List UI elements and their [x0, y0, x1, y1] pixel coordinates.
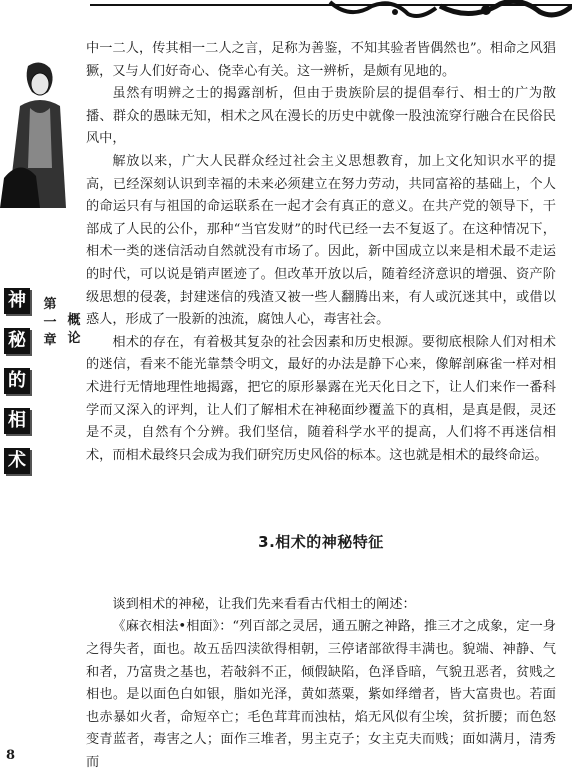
book-title-char: 秘	[4, 328, 30, 354]
chapter-title-char: 概	[67, 313, 81, 328]
dragon-ornament-icon	[0, 0, 572, 22]
chapter-title	[66, 312, 82, 348]
paragraph: 谈到相术的神秘，让我们先来看看古代相士的阐述：	[112, 596, 416, 612]
chapter-label	[42, 296, 58, 350]
paragraph: 解放以来，广大人民群众经过社会主义思想教育，加上文化知识水平的提高，已经深刻认识到幸福的未来必须建立在努力劳动，共同富裕的基础上，个人的命运只有与祖国的命运联系在一起才会有真正的意义。在共产党的领导下，干部成了人民的公仆，那种“当官发财”的时代已经一去不复返了。在这种情况下，相术一类的迷信活动自然就没有市场了。因此，新中国成立以来是相术最不走运的时代，可以说是销声匿迹了。但改革开放以后，随着经济意识的增强、资产阶级思想的侵袭，封建迷信的残渣又被一些人翻腾出来，有人或沉迷其中，或借以惑人，形成了一股新的浊流，腐蚀人心，毒害社会。	[86, 153, 556, 328]
header-decoration	[0, 0, 572, 22]
section-heading: 3.相术的神秘特征	[258, 533, 384, 552]
book-title-char: 神	[4, 288, 30, 314]
body-text	[86, 38, 556, 775]
book-title-char: 相	[4, 408, 30, 434]
paragraph: 中一二人，传其相一二人之言，足称为善鉴，不知其验者皆偶然也”。相命之风猖獗，又与人们好奇心、侥幸心有关。这一辨析，是颇有见地的。	[86, 41, 556, 79]
book-title-char: 的	[4, 368, 30, 394]
chapter-label-char: 第	[43, 297, 57, 312]
quote-paragraph: 《麻衣相法•相面》：“列百部之灵居，通五腑之神路，推三才之成象，定一身之得失者，面也。故五岳四渎欲得相朝，三停诸部欲得丰满也。貌端、神静、气和者，乃富贵之基也，若敧斜不正，倾假缺陷，色泽昏暗，气貌丑恶者，贫贱之相也。是以面色白如银，脂如光泽，黄如蒸粟，紫如绎缯者，皆大富贵也。若面也赤暴如火者，命短卒亡；毛色茸茸而浊枯，焰无风似有尘埃，贫折腰；而色怒变青蓝者，毒害之人；面作三堆者，男主克子；女主克夫而贱；面如满月，清秀而	[86, 619, 556, 771]
chapter-label-char: 一	[43, 315, 57, 330]
book-title-char: 术	[4, 448, 30, 474]
book-title-vertical	[4, 288, 30, 488]
paragraph: 虽然有明辨之士的揭露剖析，但由于贵族阶层的提倡奉行、相士的广为散播、群众的愚昧无知，相术之风在漫长的历史中就像一股浊流穿行融合在民俗民风中，	[86, 86, 556, 147]
chapter-label-char: 章	[43, 333, 57, 348]
figure-portrait-illustration	[0, 58, 70, 208]
chapter-title-char: 论	[67, 331, 81, 346]
paragraph: 相术的存在，有着极其复杂的社会因素和历史根源。要彻底根除人们对相术的迷信，看来不能光靠禁令明文，最好的办法是静下心来，像解剖麻雀一样对相术进行无情地理性地揭露，把它的原形暴露在光天化日之下，让人们来作一番科学而又深入的评判，让人们了解相术在神秘面纱覆盖下的真相，是真是假，灵还是不灵，自然有个分辨。我们坚信，随着科学水平的提高，人们将不再迷信相术，而相术最终只会成为我们研究历史风俗的标本。这也就是相术的最终命运。	[86, 334, 556, 463]
page-number: 8	[6, 748, 16, 763]
